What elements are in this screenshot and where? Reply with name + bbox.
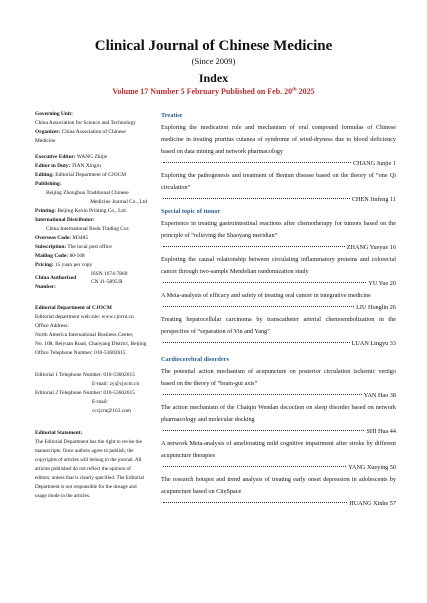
governing-unit: China Association for Science and Technology <box>35 120 136 126</box>
entry-title: A Meta-analysis of efficacy and safety of treating oral cancer in integrative medicine <box>161 292 371 299</box>
entry-title: The action mechanism of the Chaiqin Wendan decoction on sleep disorder based on network pharmacology and molecular docking <box>161 404 396 423</box>
dot-leader <box>163 198 350 199</box>
entry-title: Exploring the pathogenesis and treatment of Bentun disease based on the theory of “one Qi circulation” <box>161 172 396 191</box>
volume-sup: th <box>292 87 297 93</box>
entry-title: The research hotspot and trend analysis of treating early onset depression in adolescents by acupuncture based on CiteSpace <box>161 476 396 495</box>
entry-author: CHANG Junjie 1 <box>353 160 396 167</box>
contents-column <box>161 110 396 510</box>
entry-title: A network Meta-analysis of ameliorating mild cognitive impairment after stroke by different acupuncture therapies <box>161 440 396 459</box>
editing-line <box>35 171 147 180</box>
entry-author-line <box>161 390 396 402</box>
toc-entry[interactable] <box>161 122 396 170</box>
distributor-value: China International Book Trading Cor. <box>46 226 130 232</box>
authorized-values <box>91 270 147 286</box>
dot-leader <box>163 246 345 247</box>
toc-entry[interactable] <box>161 218 396 254</box>
dept-title: Editorial Department of CJOCM <box>35 305 112 311</box>
subscription-label: Subscription: <box>35 244 67 250</box>
overseas-line <box>35 234 147 243</box>
entry-title: Treating hepatocellular carcinoma by transcatheter arterial chemoembolization in the perspective of “separation of Yin and Yang” <box>161 316 396 335</box>
website-line: Editorial department web site: www.cjocm.cn <box>35 314 134 320</box>
issn-value: ISSN 1674-7860 <box>91 271 128 277</box>
entry-author: CHEN Jinfeng 11 <box>351 196 396 203</box>
organizer-line <box>35 128 147 146</box>
publishing-line-1: Beijing Zhonghua Traditional Chinese <box>46 190 129 196</box>
dot-leader <box>163 394 362 395</box>
section-title-tumor: Special topic of tumor <box>161 208 221 215</box>
dot-leader <box>163 306 354 307</box>
toc-entry[interactable] <box>161 314 396 350</box>
mailing-value: 80-108 <box>68 253 85 259</box>
toc-entry[interactable] <box>161 474 396 510</box>
entry-author-line <box>161 302 396 314</box>
organizer-value: China Association of Chinese Medicine <box>35 129 126 144</box>
entry-author: LUAN Lingyu 33 <box>351 340 396 347</box>
entry-author: YAN Hao 38 <box>363 392 396 399</box>
entry-title: The potential action mechanism of acupuncture on posterior circulation ischemic vertigo based on the theory of “brain-gut axis” <box>161 368 396 387</box>
overseas-label: Overseas Code: <box>35 235 72 241</box>
organizer-label: Organizer: <box>35 129 61 135</box>
entry-author-line <box>161 242 396 254</box>
pricing-line <box>35 261 147 270</box>
journal-title: Clinical Journal of Chinese Medicine <box>94 38 333 54</box>
editing-value: Editorial Department of CJOCM <box>53 172 127 178</box>
entry-title: Exploring the medication rule and mechanism of oral compound formulas of Chinese medicine in treating pruritus cutanea of syndrome of wind-dryness due to blood deficiency based on data mining and network pharmacology <box>161 124 396 155</box>
exec-editor-label: Executive Editor: <box>35 154 76 160</box>
dot-leader <box>163 282 366 283</box>
entry-author: YANG Xueying 50 <box>348 464 396 471</box>
dot-leader <box>163 466 346 467</box>
statement-title: Editorial Statement: <box>35 430 83 436</box>
entry-author-line <box>161 462 396 474</box>
entry-title: Experience in treating gastrointestinal reactions after chemotherapy for tumors based on the principle of “relieving the Shaoyang meridian” <box>161 220 396 239</box>
mailing-label: Mailing Code: <box>35 253 69 259</box>
toc-entry[interactable] <box>161 366 396 402</box>
since-line: (Since 2009) <box>191 56 236 66</box>
pricing-value: 15 yuan per copy <box>53 262 93 268</box>
editor-duty-label: Editor in Duty: <box>35 163 71 169</box>
volume-text: Volume 17 Number 5 February Published on Feb. 20 <box>112 87 293 96</box>
section-title-treatise: Treatise <box>161 112 183 119</box>
index-heading: Index <box>198 71 229 85</box>
journal-header <box>0 38 427 96</box>
ed2-email: E-mail: cccjcm@163.com <box>92 399 131 414</box>
editor-duty-line <box>35 162 147 171</box>
statement-text: The Editorial Department has the right to revise the manuscripts. Once authors agree to publish, the copyrights of articles will belong to the journal. All articles published do not reflect the opinion of editors, unless that is clearly specified. The Editorial Department is not responsible for the dosage and usage mode in the articles. <box>35 439 144 499</box>
ed2-tel: Editorial 2 Telephone Number: 010-53602615 <box>35 390 135 396</box>
distributor-label: International Distributor: <box>35 217 95 223</box>
entry-author-line <box>161 194 396 206</box>
dot-leader <box>163 502 347 503</box>
address-line-2: No. 108, Beiyuan Road, Chaoyang District, Beijing <box>35 341 147 347</box>
printing-label: Printing: <box>35 208 56 214</box>
subscription-value: The local post office <box>66 244 112 250</box>
editor-duty-value: TIAN Xingru <box>70 163 101 169</box>
entry-author-line <box>161 278 396 290</box>
ed1-email: E-mail: zy@cjocm.cn <box>92 381 140 387</box>
address-line-1: North America International Business Center, <box>35 332 134 338</box>
entry-title: Exploring the causal relationship between circulating inflammatory proteins and colorectal cancer through two-sample Mendelian randomization study <box>161 256 396 275</box>
cn-value: CN 11-5895/R <box>91 279 123 285</box>
toc-entry[interactable] <box>161 170 396 206</box>
publishing-line-2: Medicine Journal Co., Ltd <box>90 199 147 205</box>
authorized-number <box>35 270 147 292</box>
volume-line <box>0 87 427 96</box>
pricing-label: Pricing: <box>35 262 54 268</box>
printing-value: Beijing Kexin Printing Co., Ltd. <box>55 208 127 214</box>
exec-editor-value: WANG Zhijie <box>75 154 108 160</box>
mailing-line <box>35 252 147 261</box>
printing-line <box>35 207 147 216</box>
toc-entry[interactable] <box>161 290 396 314</box>
masthead-column <box>35 110 147 501</box>
entry-author: ZHANG Yueyue 16 <box>346 244 396 251</box>
entry-author: YU Yue 20 <box>368 280 396 287</box>
entry-author-line <box>161 426 396 438</box>
office-tel: Office Telephone Number: 010-53602615 <box>35 350 126 356</box>
authorized-label: China Authorized Number: <box>35 275 77 290</box>
entry-author-line <box>161 338 396 350</box>
editing-label: Editing: <box>35 172 54 178</box>
toc-entry[interactable] <box>161 254 396 290</box>
entry-author: HUANG Xinhe 57 <box>349 500 396 507</box>
governing-unit-label: Governing Unit: <box>35 111 73 117</box>
volume-year: 2025 <box>296 87 315 96</box>
entry-author-line <box>161 158 396 170</box>
ed1-tel: Editorial 1 Telephone Number: 010-53602615 <box>35 372 135 378</box>
dot-leader <box>163 430 364 431</box>
entry-author: SHI Hua 44 <box>366 428 396 435</box>
section-title-cardiocerebral: Cardiocerebral disorders <box>161 356 229 363</box>
publishing-label: Publishing: <box>35 181 62 187</box>
entry-author-line <box>161 498 396 510</box>
exec-editor-line <box>35 153 147 162</box>
dot-leader <box>163 342 350 343</box>
toc-entry[interactable] <box>161 402 396 438</box>
entry-author: LIU Honglin 26 <box>356 304 396 311</box>
subscription-line <box>35 243 147 252</box>
toc-entry[interactable] <box>161 438 396 474</box>
dot-leader <box>163 162 351 163</box>
office-label: Office Address: <box>35 323 69 329</box>
overseas-value: M3485 <box>71 235 89 241</box>
